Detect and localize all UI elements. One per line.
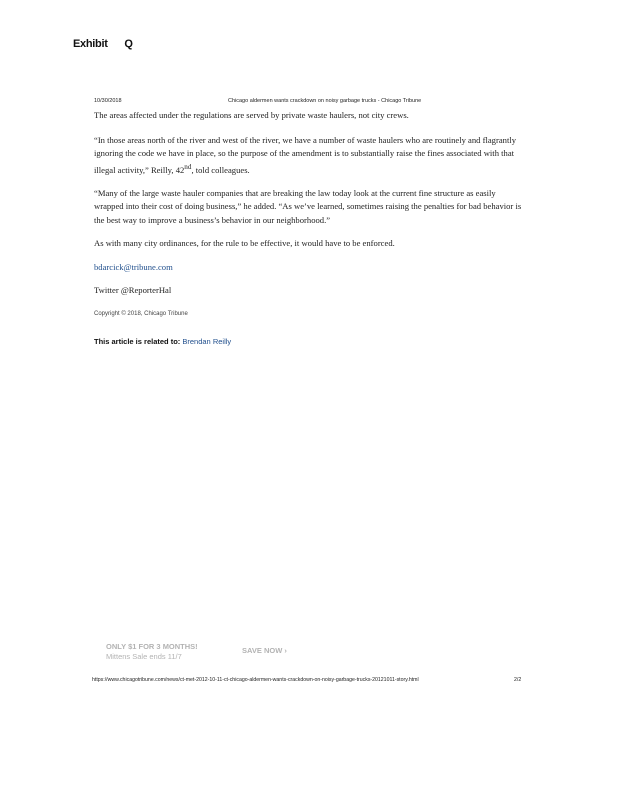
save-now-button[interactable]: SAVE NOW › <box>242 646 287 655</box>
article-paragraph-3: “Many of the large waste hauler companies that are breaking the law today look at the current fine structure as easily wrapped into their cost of doing business,” he added. “As we’ve learned, sometimes raising the penalties for bad behavior is the best way to improve a business’s behavior in our neighborhood.” <box>94 187 522 225</box>
author-twitter: Twitter @ReporterHal <box>94 285 172 296</box>
related-topic-link[interactable]: Brendan Reilly <box>182 337 232 347</box>
exhibit-letter: Q <box>124 38 133 50</box>
article-paragraph-2-text: “In those areas north of the river and west of the river, we have a number of waste haulers who are routinely and flagrantly ignoring the code we have in place, so the purpose of the amendment is to substantially raise the fines associated with that illegal activity,” Reilly, 42 <box>94 134 517 175</box>
exhibit-word: Exhibit <box>73 38 108 50</box>
print-header-date: 10/30/2018 <box>94 98 122 104</box>
print-footer-page-number: 2/2 <box>514 677 522 683</box>
article-body <box>94 109 524 349</box>
article-paragraph-1: The areas affected under the regulations are served by private waste haulers, not city crews. <box>94 110 409 120</box>
article-paragraph-4: As with many city ordinances, for the rule to be effective, it would have to be enforced. <box>94 238 395 249</box>
related-articles <box>94 335 524 349</box>
copyright-notice: Copyright © 2018, Chicago Tribune <box>94 310 188 317</box>
article-paragraph-2 <box>94 134 524 177</box>
exhibit-label <box>73 38 133 50</box>
promo-title: ONLY $1 FOR 3 MONTHS! <box>106 642 198 651</box>
article-paragraph-2-tail: , told colleagues. <box>191 164 250 175</box>
promo-subtitle: Mittens Sale ends 11/7 <box>106 652 182 661</box>
author-email-link[interactable]: bdarcick@tribune.com <box>94 261 173 272</box>
ordinal-suffix: nd <box>184 162 192 171</box>
print-footer-url: https://www.chicagotribune.com/news/ct-met-2012-10-11-ct-chicago-aldermen-wants-crackdown-on-noisy-garbage-trucks-20121011-story.html <box>92 677 419 683</box>
related-label: This article is related to: <box>94 337 181 347</box>
author-email-line <box>94 261 524 275</box>
subscription-promo <box>106 642 198 662</box>
print-header-title: Chicago aldermen wants crackdown on noisy garbage trucks - Chicago Tribune <box>228 98 422 104</box>
